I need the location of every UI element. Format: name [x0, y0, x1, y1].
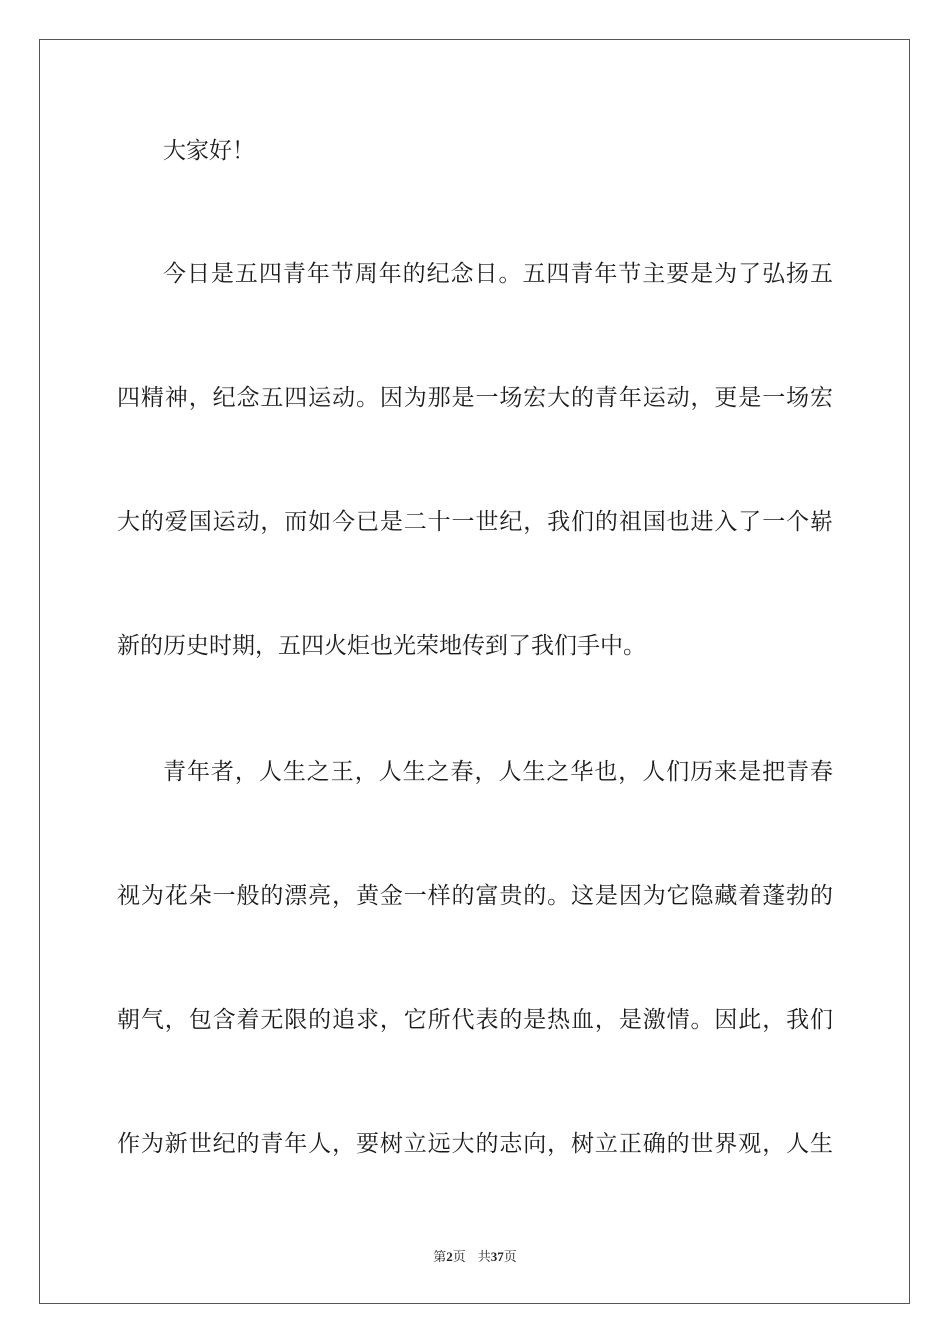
- page-label-prefix: 第: [433, 1250, 447, 1265]
- page-number: 2: [446, 1249, 453, 1264]
- page-label-suffix: 页: [452, 1250, 466, 1265]
- paragraph-1-line-4: 新的历史时期，五四火炬也光荣地传到了我们手中。: [117, 633, 646, 659]
- page-border: [39, 39, 910, 1304]
- paragraph-2-line-2: 视为花朵一般的漂亮，黄金一样的富贵的。这是因为它隐藏着蓬勃的: [117, 883, 833, 909]
- total-label-suffix: 页: [503, 1250, 517, 1265]
- paragraph-2-line-3: 朝气，包含着无限的追求，它所代表的是热血，是激情。因此，我们: [117, 1007, 833, 1033]
- paragraph-2-line-1: 青年者，人生之王，人生之春，人生之华也，人们历来是把青春: [163, 759, 833, 785]
- page-footer: [0, 1246, 950, 1265]
- paragraph-1-line-3: 大的爱国运动，而如今已是二十一世纪，我们的祖国也进入了一个崭: [117, 509, 833, 535]
- greeting-line: 大家好！: [163, 138, 255, 164]
- total-pages: 37: [490, 1249, 504, 1264]
- total-label-prefix: 共: [477, 1250, 491, 1265]
- paragraph-2-line-4: 作为新世纪的青年人，要树立远大的志向，树立正确的世界观，人生: [117, 1131, 833, 1157]
- paragraph-1-line-2: 四精神，纪念五四运动。因为那是一场宏大的青年运动，更是一场宏: [117, 385, 833, 411]
- paragraph-1-line-1: 今日是五四青年节周年的纪念日。五四青年节主要是为了弘扬五: [163, 261, 833, 287]
